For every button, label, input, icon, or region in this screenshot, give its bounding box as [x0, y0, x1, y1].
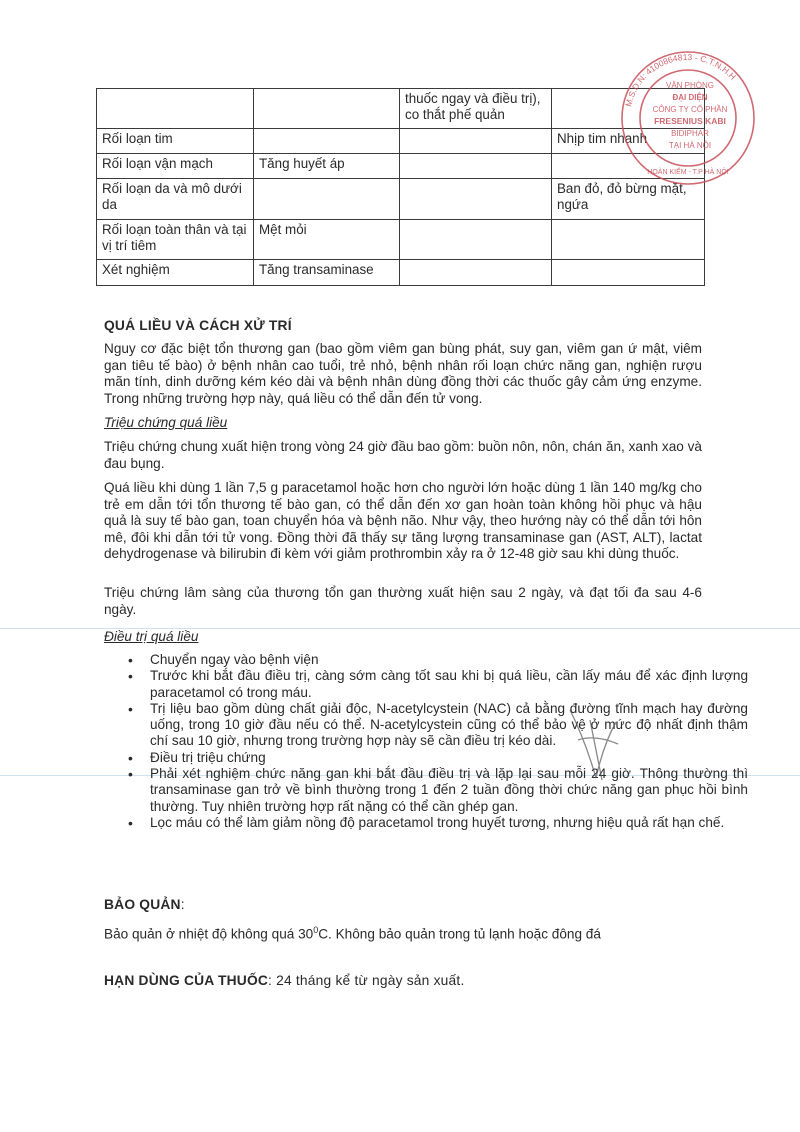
storage-heading	[104, 897, 185, 912]
table-row	[97, 220, 705, 260]
stamp-line-2: ĐẠI DIỆN	[672, 93, 708, 102]
table-row	[97, 129, 705, 154]
list-item: • Phải xét nghiệm chức năng gan khi bắt đầu điều trị và lặp lại sau mỗi 24 giờ. Thông thường thì transaminase gan trở về bình thường trong 1 đến 2 tuần đồng thời chức năng gan phục hồi bình thường. Tuy nhiên trường hợp rất nặng có thể cần ghép gan.	[150, 766, 748, 815]
stamp-bottom-text: HOÀN KIẾM - T.P HÀ NỘI	[647, 169, 729, 176]
table-cell: Rối loạn da và mô dưới da	[97, 179, 254, 220]
stamp-line-5: BIDIPHAR	[671, 129, 709, 138]
table-cell: Tăng transaminase	[254, 260, 400, 286]
storage-text-after: C. Không bảo quản trong tủ lạnh hoặc đông đá	[318, 926, 601, 942]
storage-text-before: Bảo quản ở nhiệt độ không quá 30	[104, 926, 314, 942]
adverse-reactions-table	[96, 88, 708, 286]
table-cell	[400, 154, 552, 179]
table-cell	[400, 220, 552, 260]
shelf-life-text: : 24 tháng kể từ ngày sản xuất.	[268, 973, 465, 988]
table-cell	[400, 129, 552, 154]
stamp-line-4: FRESENIUS KABI	[654, 116, 726, 126]
stamp-ring-text: M.S.D.N: 4100864813 - C.T.N.H.H	[623, 51, 739, 108]
table-cell	[400, 179, 552, 220]
storage-text	[104, 922, 702, 943]
list-item: • Trước khi bắt đầu điều trị, càng sớm càng tốt sau khi bị quá liều, cần lấy máu để xác định lượng paracetamol có trong máu.	[150, 668, 748, 701]
table-cell: Xét nghiệm	[97, 260, 254, 286]
table-cell: Rối loạn tim	[97, 129, 254, 154]
overdose-intro: Nguy cơ đặc biệt tổn thương gan (bao gồm viêm gan bùng phát, suy gan, viêm gan ứ mật, viêm gan tiêu tế bào) ở bệnh nhân cao tuổi, trẻ nhỏ, bệnh nhân rối loạn chức năng gan, nghiện rượu mãn tính, dinh dưỡng kém kéo dài và bệnh nhân dùng đồng thời các thuốc gây cảm ứng enzyme. Trong những trường hợp này, quá liều có thể dẫn đến tử vong.	[104, 341, 702, 406]
table-cell: Rối loạn toàn thân và tại vị trí tiêm	[97, 220, 254, 260]
stamp-line-1: VĂN PHÒNG	[665, 81, 715, 90]
table-cell	[254, 129, 400, 154]
symptoms-paragraph-3: Triệu chứng lâm sàng của thương tổn gan thường xuất hiện sau 2 ngày, và đạt tối đa sau 4-6 ngày.	[104, 585, 702, 617]
table-cell	[97, 89, 254, 129]
shelf-life-heading: HẠN DÙNG CỦA THUỐC	[104, 973, 269, 988]
table-row	[97, 179, 705, 220]
stamp-line-6: TẠI HÀ NỘI	[668, 141, 712, 150]
degree-superscript: 0	[313, 925, 319, 935]
symptoms-heading: Triệu chứng quá liều	[104, 415, 228, 430]
table-cell: Nhịp tim nhanh	[552, 129, 705, 154]
storage-colon: :	[180, 897, 185, 912]
overdose-heading: QUÁ LIỀU VÀ CÁCH XỬ TRÍ	[104, 318, 292, 333]
list-item: • Lọc máu có thể làm giảm nồng độ paracetamol trong huyết tương, nhưng hiệu quả rất hạn chế.	[150, 815, 748, 831]
table-row	[97, 89, 705, 129]
table-row	[97, 260, 705, 286]
stamp-line-3: CÔNG TY CỔ PHẦN	[652, 105, 728, 114]
symptoms-paragraph-1: Triệu chứng chung xuất hiện trong vòng 24 giờ đầu bao gồm: buồn nôn, nôn, chán ăn, xanh xao và đau bụng.	[104, 439, 702, 471]
table-cell	[254, 179, 400, 220]
storage-heading-text: BẢO QUẢN	[104, 897, 181, 912]
treatment-heading: Điều trị quá liều	[104, 629, 199, 644]
table-row	[97, 154, 705, 179]
treatment-list	[104, 652, 748, 831]
table-cell: Rối loạn vận mạch	[97, 154, 254, 179]
table-cell: Ban đỏ, đỏ bừng mặt, ngứa	[552, 179, 705, 220]
list-item: • Chuyển ngay vào bệnh viện	[150, 652, 748, 668]
table-cell: thuốc ngay và điều trị), co thắt phế quản	[400, 89, 552, 129]
signature-mark	[560, 700, 630, 790]
company-stamp	[618, 48, 758, 188]
list-item: • Trị liệu bao gồm dùng chất giải độc, N-acetylcystein (NAC) cả bằng đường tĩnh mạch hay đường uống, trong 10 giờ đầu nếu có thể. N-acetylcystein cũng có thể bảo vệ ở mức độ nhất định thậm chí sau 10 giờ, nhưng trong trường hợp này sẽ cần điều trị kéo dài.	[150, 701, 748, 750]
table-cell	[552, 260, 705, 286]
symptoms-paragraph-2: Quá liều khi dùng 1 lần 7,5 g paracetamol hoặc hơn cho người lớn hoặc dùng 1 lần 140 mg/kg cho trẻ em dẫn tới tổn thương tế bào gan, có thể dẫn đến xơ gan hoàn toàn không hồi phục và hậu quả là suy tế bào gan, toan chuyển hóa và bệnh não. Như vậy, theo hướng này có thể dẫn tới hôn mê, đôi khi dẫn tới tử vong. Đồng thời đã thấy sự tăng lượng transaminase gan (AST, ALT), lactat dehydrogenase và bilirubin đi kèm với giảm prothrombin xảy ra ở 12-48 giờ sau khi dùng thuốc.	[104, 480, 702, 561]
table-cell: Mệt mỏi	[254, 220, 400, 260]
table-cell: Tăng huyết áp	[254, 154, 400, 179]
shelf-life-line	[104, 973, 465, 988]
list-item: • Điều trị triệu chứng	[150, 750, 748, 766]
table-cell	[552, 220, 705, 260]
table-cell	[400, 260, 552, 286]
table-cell	[254, 89, 400, 129]
